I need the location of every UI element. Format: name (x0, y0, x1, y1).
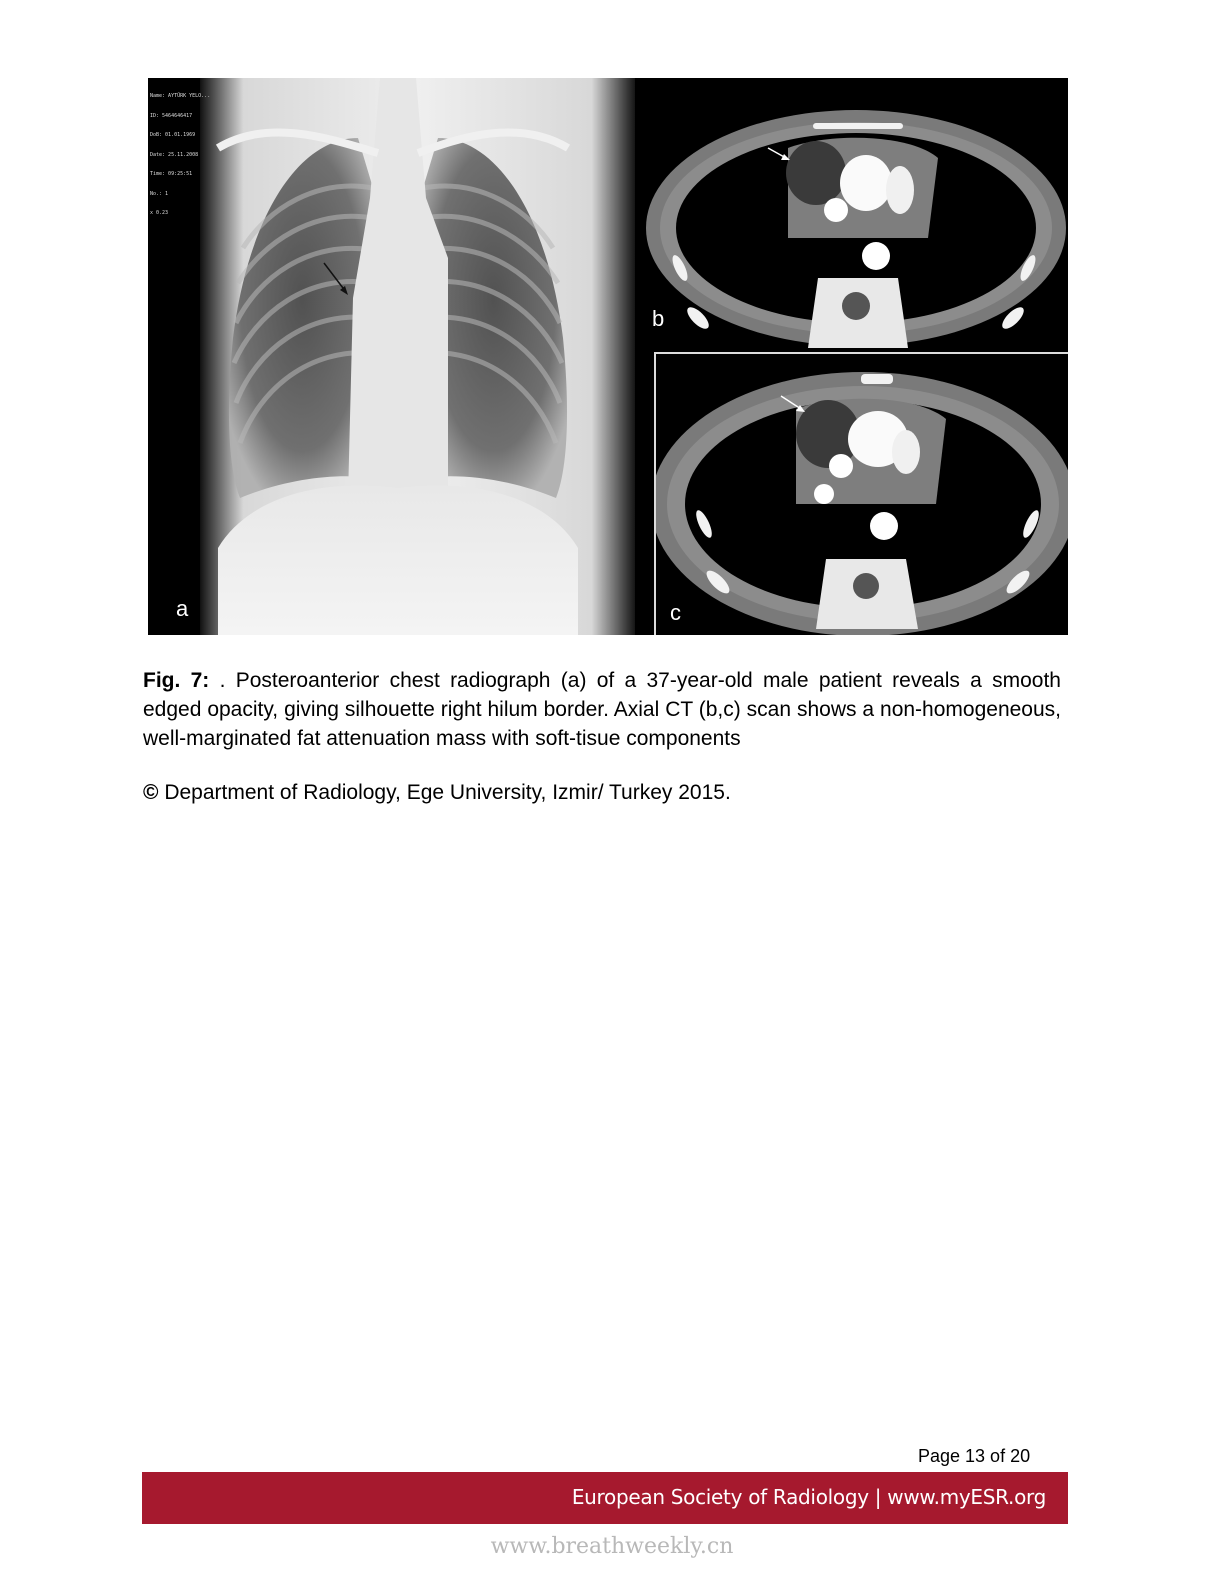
watermark: www.breathweekly.cn (490, 1534, 734, 1559)
page-number: Page 13 of 20 (918, 1446, 1031, 1466)
dicom-line: No.: 1 (150, 190, 169, 197)
ct-axial-image-b (638, 78, 1068, 352)
footer-banner-text: European Society of Radiology | www.myESR.org (571, 1485, 1046, 1509)
figure-7-image (148, 78, 1068, 635)
figure-label: Fig. 7: (143, 669, 210, 692)
ct-axial-panel-b (638, 78, 1068, 352)
panel-label-a: a (176, 596, 189, 621)
dicom-line: Time: 09:25:51 (150, 171, 193, 177)
dicom-line: Date: 25.11.2008 (150, 151, 199, 158)
panel-label-c: c (670, 600, 681, 625)
copyright-icon: © (143, 781, 159, 804)
dicom-line: Name: AYTÜRK YELO... (150, 93, 211, 99)
ct-axial-image-c (656, 354, 1068, 635)
caption-text: . Posteroanterior chest radiograph (a) of a 37-year-old male patient reveals a smooth edged opacity, giving silhouette right hilum border. Axial CT (b,c) scan shows a non-homogeneous, well-marginated fat attenuation mass with soft-tisue components (143, 669, 1061, 750)
ct-axial-panel-c (654, 352, 1068, 635)
copyright-line (143, 778, 731, 807)
figure-caption (143, 666, 1061, 753)
copyright-text: Department of Radiology, Ege University, Izmir/ Turkey 2015. (158, 781, 731, 804)
dicom-line: x 0.23 (150, 210, 169, 216)
chest-radiograph-image (148, 78, 635, 635)
panel-label-b: b (652, 306, 665, 331)
dicom-info-overlay (150, 80, 210, 230)
chest-radiograph-panel (148, 78, 635, 635)
footer-banner (142, 1472, 1068, 1524)
dicom-line: DoB: 01.01.1969 (150, 132, 196, 138)
dicom-line: ID: 5464646417 (150, 112, 193, 119)
